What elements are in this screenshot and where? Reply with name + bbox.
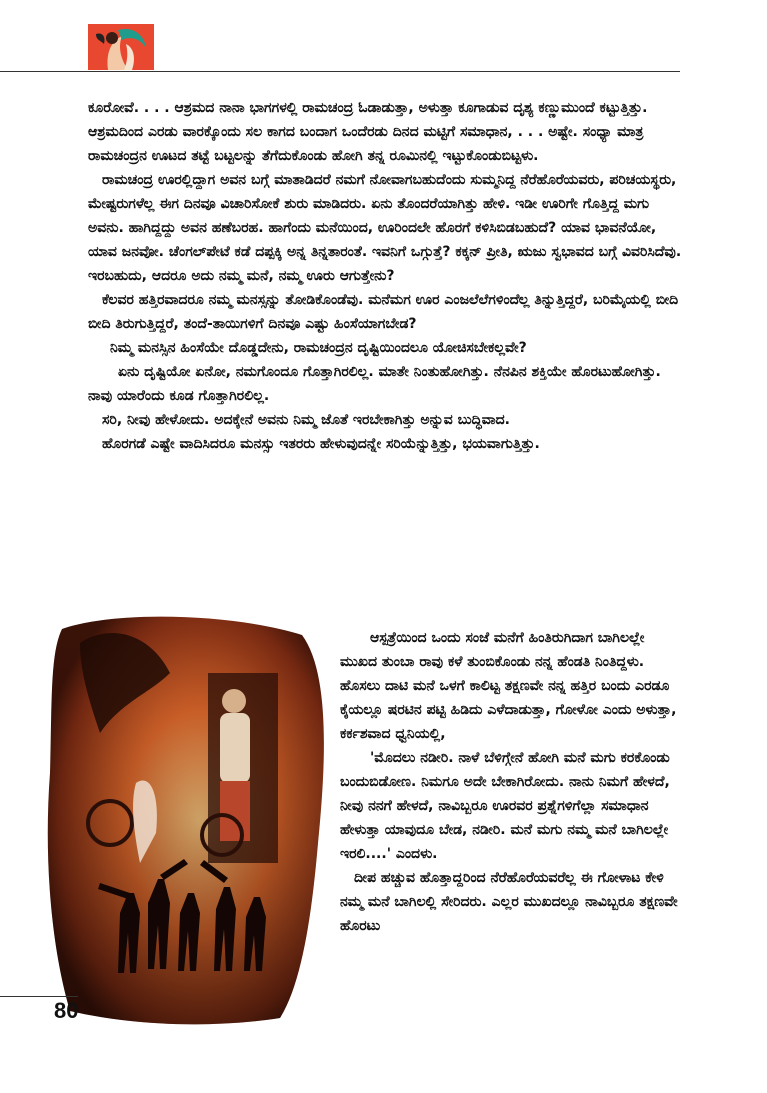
header-rule: [0, 71, 680, 72]
page-number: 80: [54, 998, 79, 1023]
paragraph: ಕೆಲವರ ಹತ್ತಿರವಾದರೂ ನಮ್ಮ ಮನಸ್ಸನ್ನು ತೋಡಿಕೊಂಡೆವು. ಮನೆಮಗ ಊರ ಎಂಜಲೆಲೆಗಳಿಂದೆಲ್ಲ ತಿನ್ನುತ್ತಿದ್ದರೆ, ಬರಿಮೈಯಲ್ಲಿ ಬೀದಿ ಬೀದಿ ತಿರುಗುತ್ತಿದ್ದರೆ, ತಂದೆ-ತಾಯಿಗಳಿಗೆ ದಿನವೂ ಎಷ್ಟು ಹಿಂಸೆಯಾಗಬೇಡ?: [88, 292, 679, 332]
paragraph: ನಿಮ್ಮ ಮನಸ್ಸಿನ ಹಿಂಸೆಯೇ ದೊಡ್ಡದೇನು, ರಾಮಚಂದ್ರನ ದೃಷ್ಟಿಯಿಂದಲೂ ಯೋಚಿಸಬೇಕಲ್ಲವೇ?: [110, 340, 527, 356]
column-text: [340, 626, 685, 938]
paragraph: ಸರಿ, ನೀವು ಹೇಳೋದು. ಅದಕ್ಕೇನೆ ಅವನು ನಿಮ್ಮ ಜೊತೆ ಇರಬೇಕಾಗಿತ್ತು ಅನ್ನುವ ಬುದ್ಧಿವಾದ.: [102, 412, 510, 428]
story-illustration: [40, 613, 333, 1026]
paragraph: ಆಸ್ಪತ್ರೆಯಿಂದ ಒಂದು ಸಂಜೆ ಮನೆಗೆ ಹಿಂತಿರುಗಿದಾಗ ಬಾಗಿಲಲ್ಲೇ ಮುಖದ ತುಂಬಾ ರಾವು ಕಳೆ ತುಂಬಿಕೊಂಡು ನನ್ನ ಹೆಂಡತಿ ನಿಂತಿದ್ದಳು. ಹೊಸಲು ದಾಟಿ ಮನೆ ಒಳಗೆ ಕಾಲಿಟ್ಟ ತಕ್ಷಣವೇ ನನ್ನ ಹತ್ತಿರ ಬಂದು ಎರಡೂ ಕೈಯಲ್ಲೂ ಷರಟಿನ ಪಟ್ಟಿ ಹಿಡಿದು ಎಳೆದಾಡುತ್ತಾ, ಗೋಳೋ ಎಂದು ಅಳುತ್ತಾ, ಕರ್ಕಶವಾದ ಧ್ವನಿಯಲ್ಲಿ,: [340, 630, 677, 742]
paragraph: 'ಮೊದಲು ನಡೀರಿ. ನಾಳೆ ಬೆಳಿಗ್ಗೇನೆ ಹೋಗಿ ಮನೆ ಮಗು ಕರಕೊಂಡು ಬಂದುಬಿಡೋಣ. ನಿಮಗೂ ಅದೇ ಬೇಕಾಗಿರೋದು. ನಾನು ನಿಮಗೆ ಹೇಳದೆ, ನೀವು ನನಗೆ ಹೇಳದೆ, ನಾವಿಬ್ಬರೂ ಊರವರ ಪ್ರಶ್ನೆಗಳಿಗೆಲ್ಲಾ ಸಮಾಧಾನ ಹೇಳುತ್ತಾ ಯಾವುದೂ ಬೇಡ, ನಡೀರಿ. ಮನೆ ಮಗು ನಮ್ಮ ಮನೆ ಬಾಗಿಲಲ್ಲೇ ಇರಲಿ....' ಎಂದಳು.: [340, 750, 670, 862]
paragraph: ರಾಮಚಂದ್ರ ಊರಲ್ಲಿದ್ದಾಗ ಅವನ ಬಗ್ಗೆ ಮಾತಾಡಿದರೆ ನಮಗೆ ನೋವಾಗಬಹುದೆಂದು ಸುಮ್ಮನಿದ್ದ ನೆರೆಹೊರೆಯವರು, ಪರಿಚಯಸ್ಥರು, ಮೇಷ್ಟರುಗಳೆಲ್ಲ ಈಗ ದಿನವೂ ವಿಚಾರಿಸೋಕೆ ಶುರು ಮಾಡಿದರು. ಏನು ತೊಂದರೆಯಾಗಿತ್ತು ಹೇಳಿ. ಇಡೀ ಊರಿಗೇ ಗೊತ್ತಿದ್ದ ಮಗು ಅವನು. ಹಾಗಿದ್ದದ್ದು ಅವನ ಹಣೆಬರಹ. ಹಾಗೆಂದು ಮನೆಯಿಂದ, ಊರಿಂದಲೇ ಹೊರಗೆ ಕಳಿಸಿಬಿಡಬಹುದೆ? ಯಾವ ಭಾವನೆಯೋ, ಯಾವ ಜನವೋ. ಚೆಂಗಲ್‌ಪೇಟೆ ಕಡೆ ದಪ್ಪಕ್ಕಿ ಅನ್ನ ತಿನ್ನತಾರಂತೆ. ಇವನಿಗೆ ಒಗ್ಗುತ್ತೆ? ಕಕ್ಕನ್ ಪ್ರೀತಿ, ಋಜು ಸ್ವಭಾವದ ಬಗ್ಗೆ ವಿವರಿಸಿದೆವು. ಇರಬಹುದು, ಆದರೂ ಅದು ನಮ್ಮ ಮನೆ, ನಮ್ಮ ಊರು ಆಗುತ್ತೇನು?: [88, 172, 682, 284]
paragraph: ದೀಪ ಹಚ್ಚುವ ಹೊತ್ತಾದ್ದರಿಂದ ನೆರೆಹೊರೆಯವರೆಲ್ಲ ಈ ಗೋಳಾಟ ಕೇಳಿ ನಮ್ಮ ಮನೆ ಬಾಗಿಲಲ್ಲಿ ಸೇರಿದರು. ಎಲ್ಲರ ಮುಖದಲ್ಲೂ ನಾವಿಬ್ಬರೂ ತಕ್ಷಣವೇ ಹೊರಟು: [340, 870, 678, 934]
footer-rule: [0, 996, 78, 997]
paragraph: ಏನು ದೃಷ್ಟಿಯೋ ಏನೋ, ನಮಗೊಂದೂ ಗೊತ್ತಾಗಿರಲಿಲ್ಲ. ಮಾತೇ ನಿಂತುಹೋಗಿತ್ತು. ನೆನಪಿನ ಶಕ್ತಿಯೇ ಹೊರಟುಹೋಗಿತ್ತು. ನಾವು ಯಾರೆಂದು ಕೂಡ ಗೊತ್ತಾಗಿರಲಿಲ್ಲ.: [88, 364, 661, 404]
magazine-logo: [88, 24, 154, 70]
paragraph: ಹೊರಗಡೆ ಎಷ್ಟೇ ವಾದಿಸಿದರೂ ಮನಸ್ಸು ಇತರರು ಹೇಳುವುದನ್ನೇ ಸರಿಯೆನ್ನುತ್ತಿತ್ತು, ಭಯವಾಗುತ್ತಿತ್ತು.: [102, 436, 540, 452]
body-text: [88, 96, 688, 456]
paragraph: ಕೂರೋವೆ. . . . ಆಶ್ರಮದ ನಾನಾ ಭಾಗಗಳಲ್ಲಿ ರಾಮಚಂದ್ರ ಓಡಾಡುತ್ತಾ, ಅಳುತ್ತಾ ಕೂಗಾಡುವ ದೃಶ್ಯ ಕಣ್ಣುಮುಂದೆ ಕಟ್ಟುತ್ತಿತ್ತು. ಆಶ್ರಮದಿಂದ ಎರಡು ವಾರಕ್ಕೊಂದು ಸಲ ಕಾಗದ ಬಂದಾಗ ಒಂದೆರಡು ದಿನದ ಮಟ್ಟಿಗೆ ಸಮಾಧಾನ, . . . ಅಷ್ಟೇ. ಸಂಧ್ಯಾ ಮಾತ್ರ ರಾಮಚಂದ್ರನ ಊಟದ ತಟ್ಟೆ ಬಟ್ಟಲನ್ನು ತೆಗೆದುಕೊಂಡು ಹೋಗಿ ತನ್ನ ರೂಮಿನಲ್ಲಿ ಇಟ್ಟುಕೊಂಡುಬಿಟ್ಟಳು.: [88, 100, 648, 164]
